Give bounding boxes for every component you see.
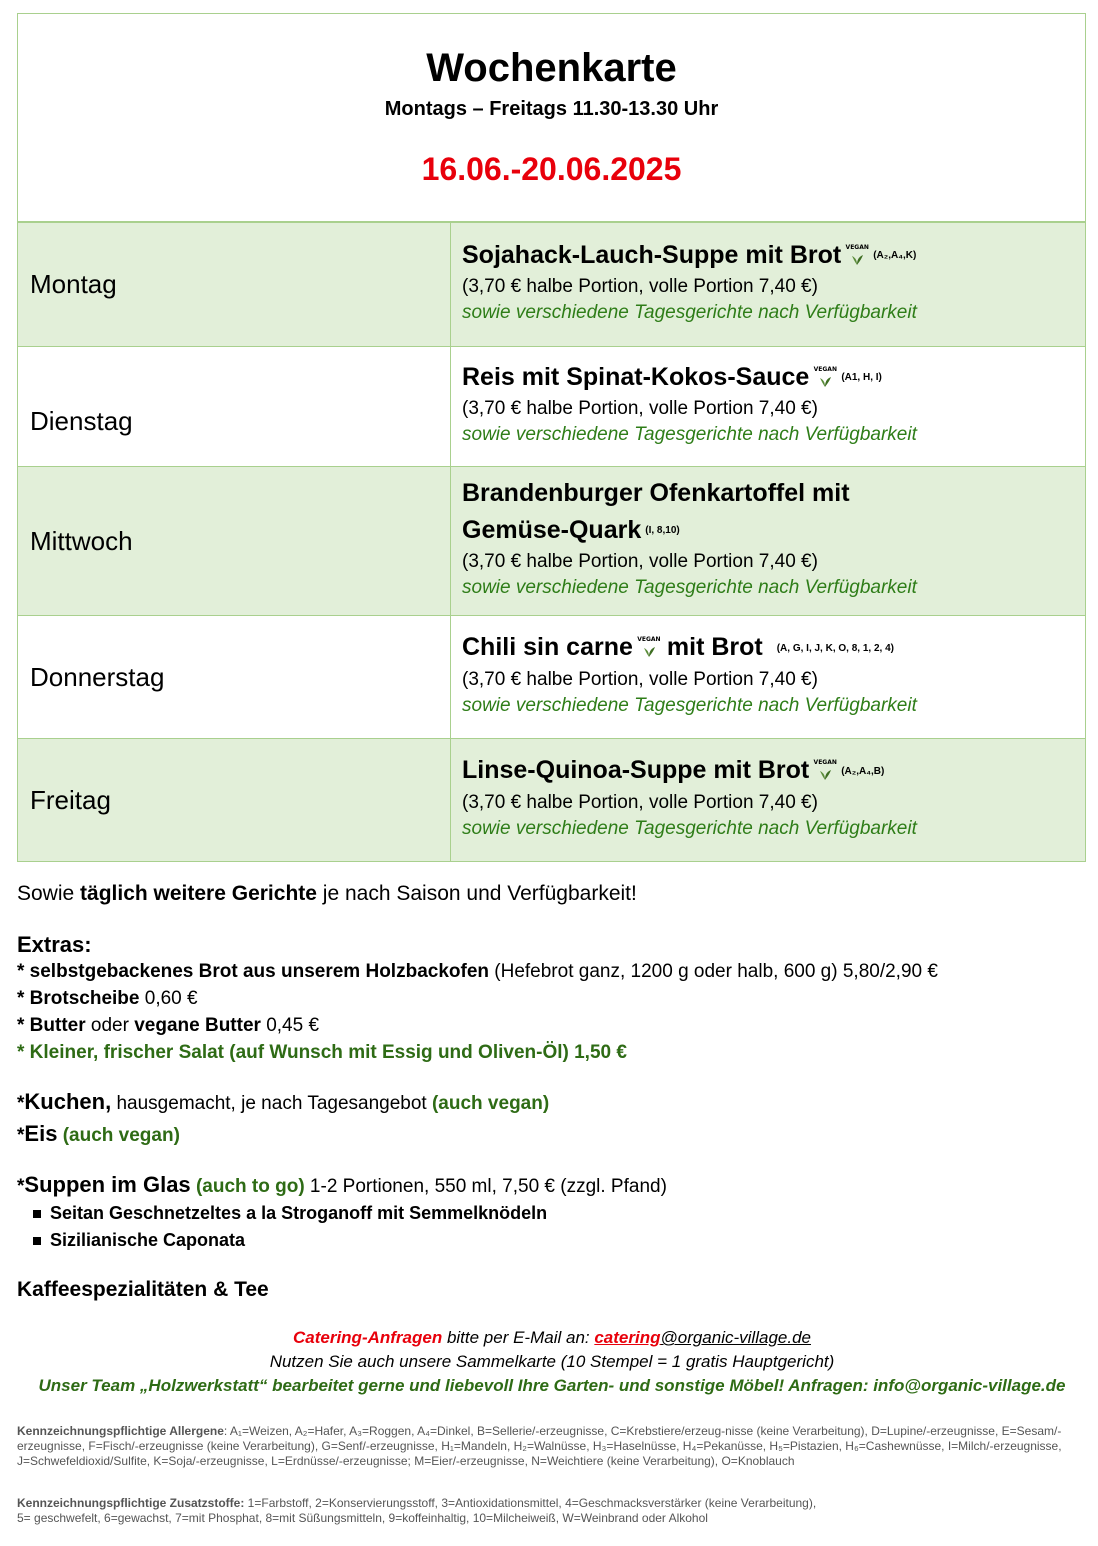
extra-bread-name: * selbstgebackenes Brot aus unserem Holzbackofen xyxy=(17,961,489,982)
daily-post: je nach Saison und Verfügbarkeit! xyxy=(316,882,637,905)
vegan-label: VEGAN xyxy=(845,243,869,251)
price-text: (3,70 € halbe Portion, volle Portion 7,40 €) xyxy=(462,551,818,573)
dish-cell xyxy=(451,467,1086,616)
availability-note: sowie verschiedene Tagesgerichte nach Verfügbarkeit xyxy=(462,424,917,446)
ice-title: Eis xyxy=(24,1121,58,1146)
additive-legend-text2: 5= geschwefelt, 6=gewachst, 7=mit Phosphat, 8=mit Süßungsmitteln, 9=koffeinhaltig, 10=Milcheiweiß, W=Weinbrand oder Alkohol xyxy=(17,1511,708,1525)
vegan-label: VEGAN xyxy=(813,759,837,767)
price-text: (3,70 € halbe Portion, volle Portion 7,40 €) xyxy=(462,791,818,813)
catering-line xyxy=(17,1326,1087,1350)
additive-legend-label: Kennzeichnungspflichtige Zusatzstoffe: xyxy=(17,1496,245,1510)
cake-line xyxy=(17,1088,1087,1117)
table-row xyxy=(18,347,1086,467)
dish-name xyxy=(462,754,1073,788)
dish-name-line2 xyxy=(462,514,1073,548)
vegan-leaf-icon xyxy=(813,757,837,779)
list-item xyxy=(17,1200,1087,1227)
allergen-legend-label: Kennzeichnungspflichtige Allergene xyxy=(17,1424,224,1438)
opening-hours: Montags – Freitags 11.30-13.30 Uhr xyxy=(384,98,719,120)
weekly-menu-table xyxy=(17,222,1086,862)
additive-legend xyxy=(17,1496,1067,1526)
footer-notes xyxy=(17,1326,1087,1398)
coffee-heading: Kaffeespezialitäten & Tee xyxy=(17,1278,269,1301)
dish-cell xyxy=(451,347,1086,467)
vegan-leaf-icon xyxy=(813,364,837,386)
availability-note: sowie verschiedene Tagesgerichte nach Verfügbarkeit xyxy=(462,694,917,716)
soup-item-label: Sizilianische Caponata xyxy=(50,1230,246,1250)
extra-vegan-butter-name: vegane Butter xyxy=(134,1015,261,1036)
dish-cell xyxy=(451,739,1086,862)
ice-vegan-note: (auch vegan) xyxy=(62,1125,180,1146)
extra-slice xyxy=(17,985,1087,1012)
dish-name xyxy=(462,361,1073,395)
page-title: Wochenkarte xyxy=(426,46,677,90)
price-text: (3,70 € halbe Portion, volle Portion 7,40 €) xyxy=(462,668,818,690)
cake-star: * xyxy=(17,1093,25,1114)
vegan-leaf-icon xyxy=(845,242,869,264)
dish-cell xyxy=(451,616,1086,739)
bullet-square-icon xyxy=(33,1237,41,1245)
availability-note: sowie verschiedene Tagesgerichte nach Verfügbarkeit xyxy=(462,577,917,599)
availability-note: sowie verschiedene Tagesgerichte nach Verfügbarkeit xyxy=(462,817,917,839)
dish-cell xyxy=(451,223,1086,347)
dish-title: Reis mit Spinat-Kokos-Sauce xyxy=(462,362,810,391)
dish-title: Chili sin carne xyxy=(462,633,633,662)
date-range: 16.06.-20.06.2025 xyxy=(421,151,682,187)
vegan-label: VEGAN xyxy=(813,365,837,373)
catering-text: bitte per E-Mail an: xyxy=(442,1328,595,1347)
allergen-legend-text: : A₁=Weizen, A₂=Hafer, A₃=Roggen, A₄=Dinkel, B=Sellerie/-erzeugnisse, C=Krebstiere/erzeug-nisse (keine Verarbeitung), D=Lupine/-erzeugnisse, E=Sesam/-erzeugnisse, F=Fisch/-erzeugnisse (keine Verarbeitung), G=Senf/-erzeugnisse, H₁=Mandeln, H₂=Walnüsse, H₃=Haselnüsse, H₄=Pekanüsse, H₅=Pistazien, H₆=Cashewnüsse, I=Milch/-erzeugnisse, J=Schwefeldioxid/Sulfite, K=Soja/-erzeugnisse, L=Erdnüsse/-erzeugnisse; M=Eier/-erzeugnisse, N=Weichtiere (keine Verarbeitung), O=Knoblauch xyxy=(17,1424,1062,1468)
team-note: Unser Team „Holzwerkstatt“ bearbeitet gerne und liebevoll Ihre Garten- und sonstige Möbel! Anfragen: info@organic-village.de xyxy=(38,1376,1066,1395)
extra-bread-detail: (Hefebrot ganz, 1200 g oder halb, 600 g) 5,80/2,90 € xyxy=(489,961,938,982)
cake-title: Kuchen, xyxy=(24,1089,112,1114)
price-text: (3,70 € halbe Portion, volle Portion 7,40 €) xyxy=(462,276,818,298)
table-row xyxy=(18,223,1086,347)
ice-line xyxy=(17,1120,1087,1149)
extra-butter-or: oder xyxy=(85,1015,135,1036)
soups-star: * xyxy=(17,1176,25,1197)
dish-title: Linse-Quinoa-Suppe mit Brot xyxy=(462,756,810,785)
extra-slice-name: * Brotscheibe xyxy=(17,988,140,1009)
extra-bread xyxy=(17,958,1087,985)
day-label: Freitag xyxy=(18,739,451,862)
list-item xyxy=(17,1227,1087,1254)
catering-email-domain[interactable]: @organic-village.de xyxy=(660,1328,811,1347)
extras-heading: Extras: xyxy=(17,932,92,957)
dish-name xyxy=(462,239,1073,273)
extra-salad: * Kleiner, frischer Salat (auf Wunsch mit Essig und Oliven-Öl) 1,50 € xyxy=(17,1042,627,1063)
day-label: Mittwoch xyxy=(18,467,451,616)
extra-butter xyxy=(17,1012,1087,1039)
soups-detail: 1-2 Portionen, 550 ml, 7,50 € (zzgl. Pfand) xyxy=(304,1176,667,1197)
soups-togo-note: (auch to go) xyxy=(195,1176,305,1197)
dish-name-line1: Brandenburger Ofenkartoffel mit xyxy=(462,478,850,507)
stamp-card-note: Nutzen Sie auch unsere Sammelkarte (10 Stempel = 1 gratis Hauptgericht) xyxy=(269,1352,835,1371)
daily-pre: Sowie xyxy=(17,882,81,905)
dish-name xyxy=(462,631,1073,665)
ice-star: * xyxy=(17,1125,25,1146)
dish-title: Gemüse-Quark xyxy=(462,515,642,544)
allergen-codes: (I, 8,10) xyxy=(645,525,680,537)
cake-detail: hausgemacht, je nach Tagesangebot xyxy=(111,1093,432,1114)
day-label: Montag xyxy=(18,223,451,347)
price-text: (3,70 € halbe Portion, volle Portion 7,40 €) xyxy=(462,398,818,420)
day-label: Dienstag xyxy=(18,347,451,467)
dish-title: Sojahack-Lauch-Suppe mit Brot xyxy=(462,240,842,269)
daily-bold: täglich weitere Gerichte xyxy=(80,882,317,905)
soups-line xyxy=(17,1171,1087,1200)
cake-vegan-note: (auch vegan) xyxy=(431,1093,550,1114)
availability-note: sowie verschiedene Tagesgerichte nach Verfügbarkeit xyxy=(462,302,917,324)
allergen-codes: (A1, H, I) xyxy=(841,372,882,384)
extra-butter-price: 0,45 € xyxy=(260,1015,320,1036)
header-box xyxy=(17,13,1086,222)
additive-legend-text: 1=Farbstoff, 2=Konservierungsstoff, 3=Antioxidationsmittel, 4=Geschmacksverstärker (keine Verarbeitung), xyxy=(244,1496,817,1510)
table-row xyxy=(18,467,1086,616)
vegan-leaf-icon xyxy=(637,634,661,656)
soup-item-label: Seitan Geschnetzeltes a la Stroganoff mit Semmelknödeln xyxy=(50,1203,548,1223)
bullet-square-icon xyxy=(33,1210,41,1218)
table-row xyxy=(18,616,1086,739)
allergen-codes: (A, G, I, J, K, O, 8, 1, 2, 4) xyxy=(776,642,894,654)
allergen-codes: (A₂,A₄,B) xyxy=(841,765,885,777)
daily-dishes-note xyxy=(17,880,1087,907)
soups-title: Suppen im Glas xyxy=(24,1172,191,1197)
additional-info xyxy=(17,880,1087,1303)
table-row xyxy=(18,739,1086,862)
extra-butter-name: * Butter xyxy=(17,1015,86,1036)
catering-label: Catering-Anfragen xyxy=(292,1328,443,1347)
dish-title-suffix: mit Brot xyxy=(666,633,763,662)
allergen-codes: (A₂,A₄,K) xyxy=(873,250,917,262)
allergen-legend xyxy=(17,1424,1067,1469)
catering-email-user[interactable]: catering xyxy=(594,1328,661,1347)
vegan-label: VEGAN xyxy=(637,636,661,644)
day-label: Donnerstag xyxy=(18,616,451,739)
extra-slice-price: 0,60 € xyxy=(139,988,198,1009)
